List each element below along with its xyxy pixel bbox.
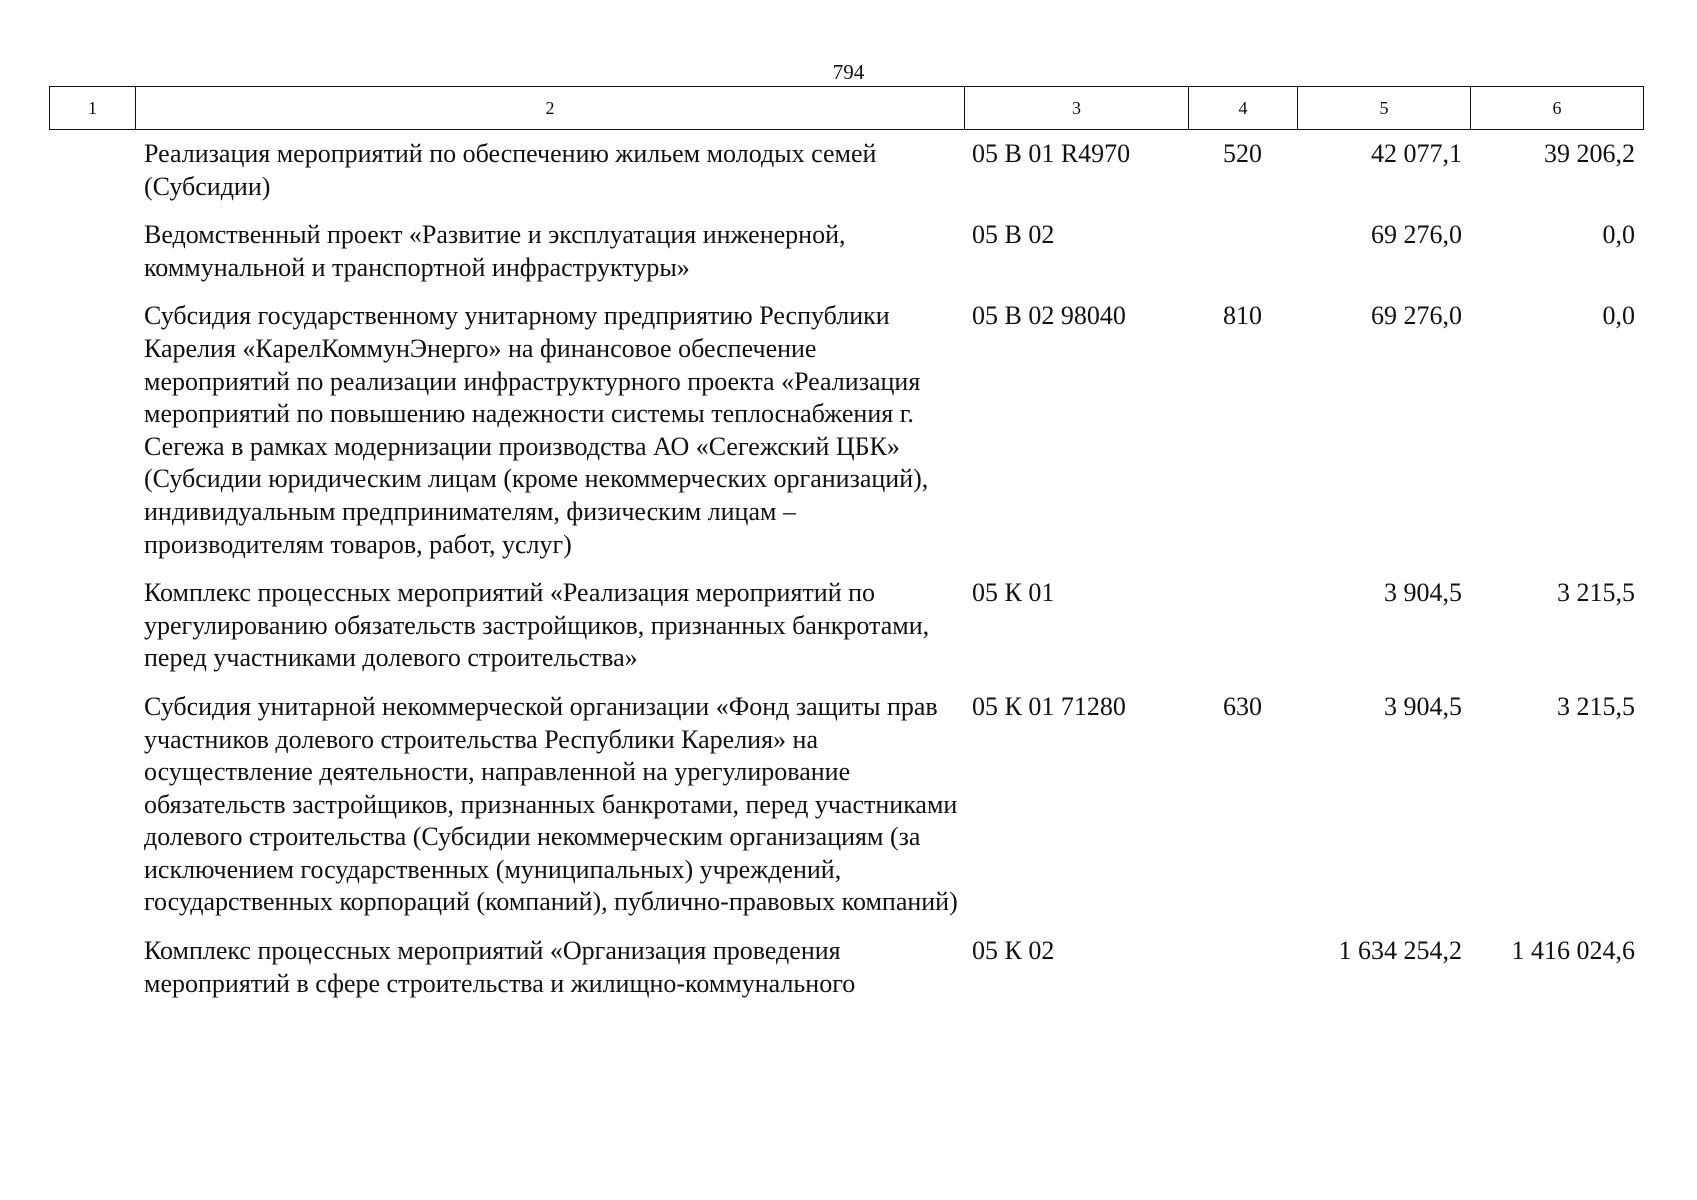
item-code: 05 В 02	[972, 220, 1055, 250]
table-row	[49, 685, 1643, 929]
column-header-3: 3	[965, 87, 1189, 130]
budget-table	[49, 132, 1643, 1010]
page-number: 794	[832, 60, 865, 84]
item-type	[1188, 213, 1297, 294]
table-row	[49, 132, 1643, 213]
item-name: Субсидия государственному унитарному предприятию Республики Карелия «КарелКоммунЭнерго» на финансовое обеспечение мероприятий по реализации инфраструктурного проекта «Реализация мероприятий по повышению надежности системы теплоснабжения г. Сегежа в рамках модернизации производства АО «Сегежский ЦБК» (Субсидии юридическим лицам (кроме некоммерческих организаций), индивидуальным предпринимателям, физическим лицам – производителям товаров, работ, услуг)	[144, 301, 929, 559]
item-code: 05 К 01 71280	[972, 691, 1126, 721]
item-code: 05 В 01 R4970	[972, 139, 1131, 168]
item-sum-2: 3 215,5	[1557, 691, 1635, 721]
item-type: 520	[1223, 139, 1262, 168]
item-name: Комплекс процессных мероприятий «Реализация мероприятий по урегулированию обязательств застройщиков, признанных банкротами, перед участниками долевого строительства»	[144, 578, 930, 673]
item-type: 810	[1223, 301, 1262, 331]
item-sum-1: 42 077,1	[1371, 139, 1462, 168]
item-sum-1: 69 276,0	[1371, 220, 1462, 250]
column-header-2: 2	[136, 87, 965, 130]
column-header-6: 6	[1471, 87, 1644, 130]
item-code: 05 К 01	[972, 578, 1055, 608]
item-sum-1: 69 276,0	[1371, 301, 1462, 331]
item-sum-1: 1 634 254,2	[1338, 936, 1462, 966]
table-row	[49, 213, 1643, 294]
item-sum-2: 0,0	[1602, 301, 1635, 331]
item-sum-2: 39 206,2	[1544, 139, 1635, 168]
item-code: 05 В 02 98040	[972, 301, 1126, 331]
table-row	[49, 929, 1643, 1010]
item-code: 05 К 02	[972, 936, 1055, 966]
item-name: Субсидия унитарной некоммерческой организации «Фонд защиты прав участников долевого строительства Республики Карелия» на осуществление деятельности, направленной на урегулирование обязательств застройщиков, признанных банкротами, перед участниками долевого строительства (Субсидии некоммерческим организациям (за исключением государственных (муниципальных) учреждений, государственных корпораций (компаний), публично-правовых компаний)	[144, 691, 958, 917]
table-row	[49, 294, 1643, 571]
column-header-row	[49, 86, 1644, 130]
column-header-5: 5	[1298, 87, 1471, 130]
table-row	[49, 571, 1643, 685]
item-type	[1188, 929, 1297, 1010]
item-sum-1: 3 904,5	[1384, 691, 1462, 721]
item-sum-2: 0,0	[1602, 220, 1635, 250]
item-name: Ведомственный проект «Развитие и эксплуатация инженерной, коммунальной и транспортной инфраструктуры»	[144, 220, 846, 282]
item-sum-2: 3 215,5	[1557, 578, 1635, 608]
item-type	[1188, 571, 1297, 685]
column-header-4: 4	[1189, 87, 1298, 130]
item-name: Комплекс процессных мероприятий «Организация проведения мероприятий в сфере строительства и жилищно-коммунального	[144, 936, 856, 998]
item-sum-1: 3 904,5	[1384, 578, 1462, 608]
item-type: 630	[1223, 691, 1262, 721]
item-sum-2: 1 416 024,6	[1511, 936, 1635, 966]
column-header-1: 1	[50, 87, 136, 130]
item-name: Реализация мероприятий по обеспечению жильем молодых семей (Субсидии)	[144, 139, 877, 201]
